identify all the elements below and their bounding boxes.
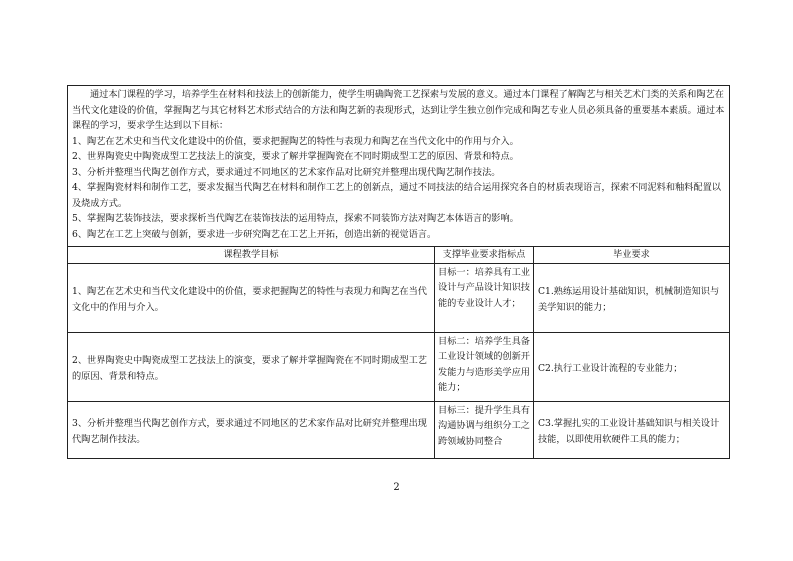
table-row bbox=[68, 401, 730, 458]
header-objective: 课程教学目标 bbox=[68, 247, 435, 264]
intro-cell bbox=[68, 86, 730, 247]
indicator-cell: 目标一：培养具有工业设计与产品设计知识技能的专业设计人才； bbox=[435, 263, 534, 332]
requirement-cell: C1.熟练运用设计基础知识，机械制造知识与美学知识的能力； bbox=[534, 263, 730, 332]
indicator-cell: 目标三：提升学生具有沟通协调与组织分工之跨领域协同整合 bbox=[435, 401, 534, 458]
requirement-cell: C2.执行工业设计流程的专业能力； bbox=[534, 332, 730, 401]
intro-paragraph: 通过本门课程的学习，培养学生在材料和技法上的创新能力，使学生明确陶瓷工艺探索与发展的意义。通过本门课程了解陶艺与相关艺术门类的关系和陶艺在当代文化建设的价值，掌握陶艺与其它材料艺术形式结合的方法和陶艺新的表现形式，达到让学生独立创作完成和陶艺专业人员必须具备的重要基本素质。通过本课程的学习，要求学生达到以下目标： bbox=[72, 89, 725, 131]
course-objectives-table bbox=[67, 85, 730, 459]
goal-item-3: 3、分析并整理当代陶艺创作方式，要求通过不同地区的艺术家作品对比研究并整理出现代陶艺制作技法。 bbox=[72, 166, 501, 178]
requirement-cell: C3.掌握扎实的工业设计基础知识与相关设计技能，以即使用软硬件工具的能力； bbox=[534, 401, 730, 458]
goal-item-6: 6、陶艺在工艺上突破与创新，要求进一步研究陶艺在工艺上开拓，创造出新的视觉语言。 bbox=[72, 228, 437, 240]
header-indicator: 支撑毕业要求指标点 bbox=[435, 247, 534, 264]
goal-item-5: 5、掌握陶艺装饰技法，要求探析当代陶艺在装饰技法的运用特点，探索不同装饰方法对陶艺本体语言的影响。 bbox=[72, 213, 519, 224]
table-row bbox=[68, 263, 730, 332]
indicator-cell: 目标二：培养学生具备工业设计领域的创新开发能力与造形美学应用能力； bbox=[435, 332, 534, 401]
header-requirement: 毕业要求 bbox=[534, 247, 730, 264]
goal-item-1: 1、陶艺在艺术史和当代文化建设中的价值，要求把握陶艺的特性与表现力和陶艺在当代文化中的作用与介入。 bbox=[72, 135, 519, 147]
objective-cell: 1、陶艺在艺术史和当代文化建设中的价值，要求把握陶艺的特性与表现力和陶艺在当代文化中的作用与介入。 bbox=[68, 263, 435, 332]
objective-cell: 2、世界陶瓷史中陶瓷成型工艺技法上的演变，要求了解并掌握陶瓷在不同时期成型工艺的原因、背景和特点。 bbox=[68, 332, 435, 401]
objective-cell: 3、分析并整理当代陶艺创作方式，要求通过不同地区的艺术家作品对比研究并整理出现代陶艺制作技法。 bbox=[68, 401, 435, 458]
goal-item-4: 4、掌握陶瓷材料和制作工艺，要求发掘当代陶艺在材料和制作工艺上的创新点，通过不同技法的结合运用探究各自的材质表现语言，探索不同泥料和釉料配置以及烧成方式。 bbox=[72, 182, 721, 209]
table-header-row bbox=[68, 247, 730, 264]
table-row bbox=[68, 332, 730, 401]
page-number: 2 bbox=[393, 482, 400, 493]
goal-item-2: 2、世界陶瓷史中陶瓷成型工艺技法上的演变，要求了解并掌握陶瓷在不同时期成型工艺的原因、背景和特点。 bbox=[72, 151, 519, 162]
intro-row bbox=[68, 86, 730, 247]
